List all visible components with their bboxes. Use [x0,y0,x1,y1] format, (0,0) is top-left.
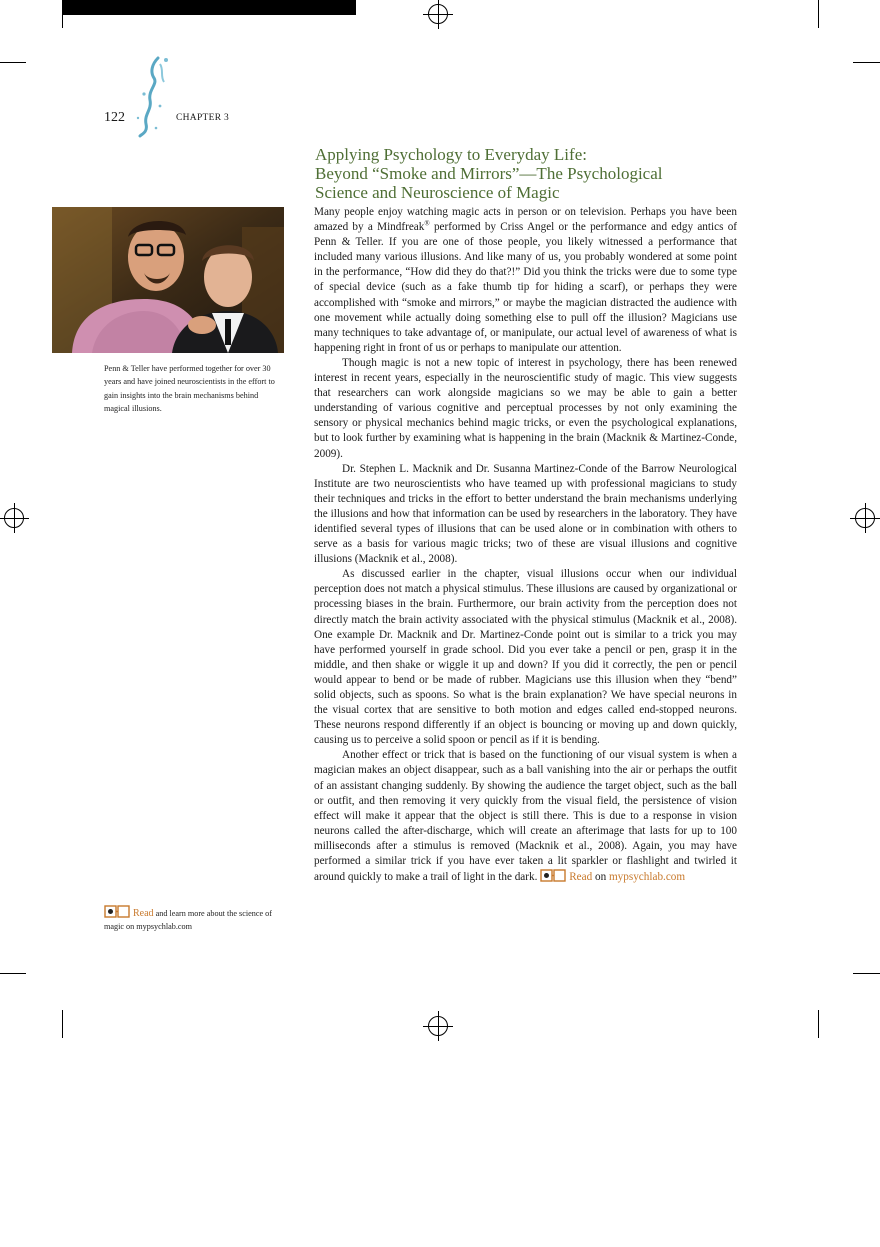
paragraph [314,748,737,885]
sidebar-read-text: and learn more about the science of magic on mypsychlab.com [104,909,272,932]
title-line: Applying Psychology to Everyday Life: [315,145,587,164]
registration-mark-icon [4,508,24,528]
sidebar-read-note [104,905,284,934]
inline-on-text: on [592,871,609,884]
top-black-bar [62,0,356,15]
crop-mark [0,973,26,974]
crop-mark [0,62,26,63]
paragraph: Dr. Stephen L. Macknik and Dr. Susanna Martinez-Conde of the Barrow Neurological Institute are two neuroscientists who have teamed up with professional magicians to study their techniques and tricks in the effort to better understand the brain mechanisms underlying the illusions and how that information can be used by researchers in the laboratory. They have identified several types of illusions that can be used alone or in combination with others to serve as a basis for various magic tricks; two of these are visual illusions and cognitive illusions (Macknik et al., 2008). [314,462,737,566]
paragraph-text: Another effect or trick that is based on the functioning of our visual system is when a magician makes an object disappear, such as a ball vanishing into the air or perhaps the outfit of an assistant changing suddenly. By showing the audience the target object, such as the ball or outfit, and then removing it very quickly from the visual field, the persistence of vision effect will make it appear that the object is still there. This is due to a response in vision neurons called the after-discharge, which will create an afterimage that lasts for up to 100 milliseconds after a stimulus is removed (Macknik et al., 2008). Again, you may have performed a similar trick if you have ever taken a lit sparkler or flashlight and twirled it around quickly to make a trail of light in the dark. [314,749,737,884]
book-read-icon [540,869,566,882]
registration-mark-icon [855,508,875,528]
crop-mark [62,0,63,28]
registration-mark-icon [428,4,448,24]
crop-mark [62,1010,63,1038]
crop-mark [818,0,819,28]
paragraph-text: Many people enjoy watching magic acts in person or on television. Perhaps you have been amazed by a Mindfreak [314,206,737,234]
photo-caption: Penn & Teller have performed together for over 30 years and have joined neuroscientists in the effort to gain insights into the brain mechanisms behind magical illusions. [104,364,275,413]
splash-logo-icon [130,54,180,138]
page-number: 122 [104,110,125,125]
inline-read-link[interactable]: Read [569,871,593,884]
crop-mark [818,1010,819,1038]
paragraph-text: performed by Criss Angel or the performance and edgy antics of Penn & Teller. If you are one of those people, you likely witnessed a performance that included many various illusions. And like many of us, you probably wondered at some point in the performance, “How did they do that?!” Did you think the tricks were due to some type of special device (such as a fake thumb tip for hiding a scarf), or perhaps they were accomplished with “smoke and mirrors,” or maybe the magician distracted the audience with one movement while actually doing something else to pull off the illusion? Magicians use many techniques to take advantage of, or manipulate, our actual level of awareness of what is happening right in front of us or perhaps to manipulate our attention. [314,221,738,354]
penn-and-teller-photo [52,207,284,353]
paragraph [314,205,737,356]
paragraph: Though magic is not a new topic of interest in psychology, there has been renewed interest in recent years, especially in the neuroscientific study of magic. This view suggests that researchers can work alongside magicians so we may be able to gain a better understanding of various cognitive and perceptual processes by not only examining the sensory or physical mechanics behind magic tricks, or even the psychological explanations, but to look further by examining what is happening in the brain (Macknik & Martinez-Conde, 2009). [314,356,737,460]
registration-mark-icon [428,1016,448,1036]
title-line: Science and Neuroscience of Magic [315,183,560,202]
paragraph: As discussed earlier in the chapter, visual illusions occur when our individual perception does not match a physical stimulus. These illusions are caused by organizational or processing biases in the brain. Furthermore, our brain activity from the perception does not directly match the brain activity associated with the physical stimulus (Macknik et al., 2008). One example Dr. Macknik and Dr. Martinez-Conde point out is similar to a trick you may have performed yourself in grade school. Did you ever take a pencil or pen, grasp it in the middle, and then shake or wiggle it up and down? If you did it correctly, the pen or pencil would appear to bend or be made of rubber. Magicians use this illusion when they “bend” solid objects, such as spoons. So what is the brain explanation? We have special neurons in the visual cortex that are sensitive to both motion and edges called end-stopped neurons. These neurons respond differently if an object is bouncing or moving up and down quickly, causing us to perceive a solid spoon or pencil as if it is bending. [314,568,737,747]
title-line: Beyond “Smoke and Mirrors”—The Psychological [315,164,663,183]
crop-mark [853,62,880,63]
crop-mark [853,973,880,974]
registered-mark: ® [424,219,430,228]
sidebar-read-link[interactable]: Read [133,908,154,919]
chapter-label: CHAPTER 3 [176,113,230,123]
inline-site-link[interactable]: mypsychlab.com [608,871,686,884]
book-read-icon [104,905,130,918]
article-title [315,145,745,202]
article-body [314,205,737,885]
